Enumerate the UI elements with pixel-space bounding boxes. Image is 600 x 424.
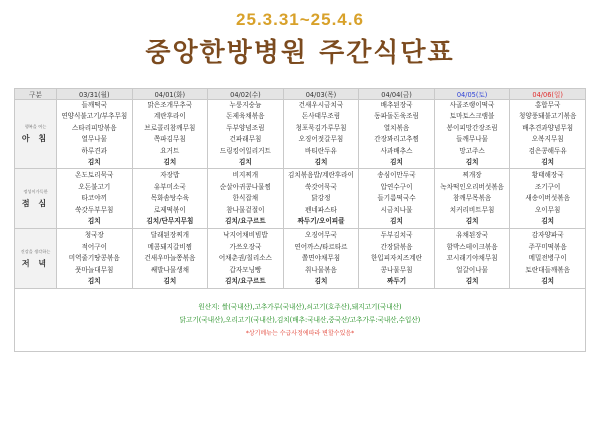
menu-item: 유채된장국	[456, 231, 489, 240]
menu-item: 닭강정	[311, 194, 331, 203]
menu-cell	[132, 100, 208, 169]
menu-item: 누룽지숭늉	[229, 101, 262, 109]
meal-row	[15, 169, 586, 229]
menu-item: 김치	[87, 277, 101, 286]
menu-item: 김치	[390, 158, 403, 167]
menu-item: 토란대들깨볶음	[525, 265, 570, 274]
origin-row	[15, 289, 586, 352]
menu-cell	[510, 169, 586, 229]
origin-line: 원산지: 쌀(국내산),고추가루(국내산),쇠고기(호주산),돼지고기(국내산)	[198, 302, 402, 311]
meal-label	[15, 100, 57, 169]
menu-item: 한식잡채	[232, 194, 259, 203]
menu-item: 오복지무침	[531, 135, 564, 144]
menu-item: 두부김치국	[380, 231, 413, 240]
meal-label	[15, 229, 57, 289]
menu-item: 김치볶음밥/계란후라이	[288, 171, 354, 180]
day-header: 04/02(수)	[208, 89, 284, 100]
menu-cell	[359, 169, 435, 229]
menu-item: 메콤돼지갈비찜	[147, 242, 193, 251]
menu-item: 조기구이	[534, 182, 561, 191]
menu-item: 쑥갓어묵국	[305, 182, 337, 191]
menu-item: 녹차떡인오리버섯볶음	[440, 182, 504, 191]
menu-cell	[283, 100, 359, 169]
menu-cell	[434, 100, 510, 169]
menu-item: 오이무침	[534, 205, 561, 214]
day-header-row	[15, 89, 586, 100]
menu-cell	[57, 100, 133, 169]
menu-item: 두부양념조림	[226, 123, 265, 132]
menu-item: 쪽파김무침	[153, 135, 186, 144]
menu-item: 치커리비트무침	[449, 205, 495, 214]
menu-cell	[132, 229, 208, 289]
menu-item: 짜두기/오이피클	[297, 217, 345, 226]
origin-note: *상기메뉴는 수급사정에따라 변할수있음*	[245, 329, 355, 337]
menu-item: 김치	[541, 217, 555, 226]
menu-item: 낙지어채비빔밥	[223, 231, 268, 240]
menu-item: 건새우마늘쫑볶음	[144, 254, 196, 263]
meal-name: 아 침	[21, 134, 50, 144]
menu-cell	[510, 229, 586, 289]
menu-item: 김치	[541, 277, 555, 286]
day-header: 04/03(목)	[283, 89, 359, 100]
menu-item: 사골조랭이떡국	[449, 101, 495, 109]
menu-item: 목화솜탕수육	[150, 194, 189, 203]
menu-item: 오돈불고기	[78, 182, 111, 191]
menu-item: 열치볶음	[383, 123, 410, 132]
meal-subtitle: 정성이가득한	[23, 188, 48, 194]
menu-item: 찌개장	[462, 171, 482, 180]
menu-item: 감자양파국	[531, 231, 564, 240]
origin-cell	[15, 289, 586, 352]
day-header-sunday: 04/06(일)	[510, 89, 586, 100]
menu-item: 김치	[163, 277, 177, 286]
meal-name: 저 녁	[21, 258, 50, 268]
menu-item: 김치	[390, 217, 403, 226]
page-title: 중앙한방병원 주간식단표	[145, 38, 455, 68]
menu-item: 배추된장국	[380, 101, 413, 109]
menu-item: 얼갈이나물	[456, 265, 489, 274]
menu-item: 맑은조개무추국	[147, 101, 193, 109]
menu-cell	[208, 100, 284, 169]
menu-item: 적어구이	[81, 242, 108, 251]
menu-item: 김치	[465, 277, 479, 286]
menu-cell	[510, 100, 586, 169]
menu-item: 로제떡볶이	[153, 205, 186, 214]
menu-item: 바티란두유	[305, 146, 337, 155]
menu-item: 주꾸미떡볶음	[528, 242, 567, 251]
meal-subtitle: 건강을 생각하는	[20, 248, 51, 254]
menu-item: 자장밥	[160, 171, 180, 180]
menu-cell	[359, 100, 435, 169]
menu-item: 청포묵김가루무침	[295, 123, 347, 132]
menu-item: 김치/요구르트	[225, 217, 266, 226]
menu-item: 압연수구이	[380, 182, 413, 191]
menu-item: 계란후라이	[153, 112, 186, 121]
menu-item: 오징어무국	[305, 231, 337, 240]
menu-item: 오징어젓갈무침	[298, 135, 344, 144]
menu-item: 송심이만두국	[377, 171, 416, 180]
menu-item: 함박스테이크볶음	[446, 242, 498, 251]
menu-item: 요거트	[160, 146, 180, 155]
menu-item: 꼬시래기야채무침	[446, 254, 498, 263]
menu-item: 가쓰오장국	[229, 242, 262, 251]
menu-item: 검은콩해두유	[528, 146, 567, 155]
menu-item: 비지찌개	[232, 171, 259, 180]
menu-item: 김치	[239, 158, 252, 167]
menu-item: 온도토리묵국	[75, 171, 114, 180]
menu-item: 하루견과	[81, 146, 108, 155]
menu-item: 취나물볶음	[305, 265, 337, 274]
menu-item: 배추견과양념무침	[522, 123, 574, 132]
menu-item: 유부미소국	[153, 182, 186, 191]
menu-item: 쑥갓두부무침	[75, 205, 114, 214]
menu-item: 들기름떡국수	[377, 194, 416, 203]
menu-item: 건파래무침	[229, 135, 262, 144]
menu-item: 간장닭볶음	[380, 242, 413, 251]
menu-item: 짜두기	[386, 277, 407, 286]
menu-cell	[57, 169, 133, 229]
menu-item: 간장꽈리고추찜	[374, 135, 419, 144]
meal-label	[15, 169, 57, 229]
date-range: 25.3.31~25.4.6	[236, 10, 364, 29]
menu-item: 연양식불고기/부추무침	[61, 112, 128, 121]
meal-body	[15, 100, 586, 289]
menu-item: 김치	[163, 158, 177, 167]
day-header: 04/01(화)	[132, 89, 208, 100]
menu-item: 펜네파스타	[305, 205, 337, 214]
menu-item: 참나물겉절이	[226, 205, 265, 214]
menu-item: 망고주스	[459, 146, 485, 155]
menu-item: 토마토스크램블	[449, 112, 495, 121]
meal-row	[15, 100, 586, 169]
menu-item: 풋마늘대무침	[75, 265, 114, 274]
menu-item: 쫄면야채무침	[301, 254, 341, 263]
menu-cell	[208, 169, 284, 229]
menu-item: 김치	[465, 217, 479, 226]
menu-item: 황태해장국	[531, 171, 564, 180]
menu-item: 미역줄기땅콩볶음	[68, 254, 120, 263]
menu-item: 쌔발나물생채	[150, 265, 189, 274]
corner-label: 구분	[15, 89, 57, 100]
menu-item: 김치	[541, 158, 555, 167]
menu-item: 청양풍돼불고기볶음	[519, 112, 577, 121]
menu-item: 열무나물	[81, 135, 108, 144]
menu-item: 어채춘권/칠리소스	[218, 254, 272, 263]
menu-item: 김치/단무지무침	[146, 217, 194, 226]
menu-cell	[57, 229, 133, 289]
menu-item: 브로콜리참깨무침	[144, 123, 196, 132]
menu-item: 김치	[87, 217, 101, 226]
origin-line: 닭고기(국내산),오리고기(국내산),김치(배추:국내산,중국산/고추가루:국내산,수입산)	[179, 315, 421, 324]
menu-cell	[434, 169, 510, 229]
menu-item: 타코야끼	[81, 194, 108, 203]
menu-cell	[283, 229, 359, 289]
day-header: 03/31(월)	[57, 89, 133, 100]
menu-cell	[283, 169, 359, 229]
meal-row	[15, 229, 586, 289]
menu-item: 순살아귀콩나물찜	[219, 182, 271, 191]
menu-item: 건새우시금치국	[298, 101, 344, 109]
menu-item: 달래된장찌개	[150, 231, 189, 240]
menu-item: 새송이버섯볶음	[525, 194, 570, 203]
menu-item: 갑자모닝빵	[229, 265, 262, 274]
menu-item: 돈제육채볶음	[226, 112, 265, 121]
menu-item: 김치	[465, 158, 479, 167]
day-header: 04/04(금)	[359, 89, 435, 100]
meal-name: 점 심	[21, 198, 50, 208]
menu-item: 들깨떡국	[81, 101, 108, 109]
menu-cell	[359, 229, 435, 289]
day-header-saturday: 04/05(토)	[434, 89, 510, 100]
menu-item: 김치	[314, 158, 328, 167]
menu-table	[14, 88, 586, 352]
menu-item: 청국장	[84, 231, 104, 240]
menu-item: 동파돌돈육조림	[374, 112, 419, 121]
meal-subtitle: 행복을 여는	[24, 124, 47, 130]
menu-item: 들깨무나물	[456, 135, 489, 144]
menu-item: 김치/요구르트	[225, 277, 266, 286]
menu-item: 한입피자치즈계란	[371, 254, 423, 263]
menu-item: 스타리피망볶음	[71, 123, 117, 132]
menu-item: 김치	[314, 277, 328, 286]
menu-item: 참깨무목볶음	[452, 194, 492, 203]
menu-item: 사과배추스	[380, 146, 413, 155]
menu-item: 연어까스/타르타르	[294, 242, 348, 251]
menu-cell	[132, 169, 208, 229]
menu-cell	[208, 229, 284, 289]
menu-item: 봉이피망간장조림	[446, 123, 498, 132]
menu-item: 콩나물무침	[380, 265, 413, 274]
menu-item: 메밀전병구이	[528, 254, 567, 263]
menu-item: 홍합무국	[534, 101, 561, 109]
menu-item: 돈사태무조림	[301, 112, 341, 121]
menu-item: 드링킹어일리거트	[219, 146, 271, 155]
menu-item: 시금치나물	[380, 205, 413, 214]
menu-cell	[434, 229, 510, 289]
menu-item: 김치	[87, 158, 101, 167]
